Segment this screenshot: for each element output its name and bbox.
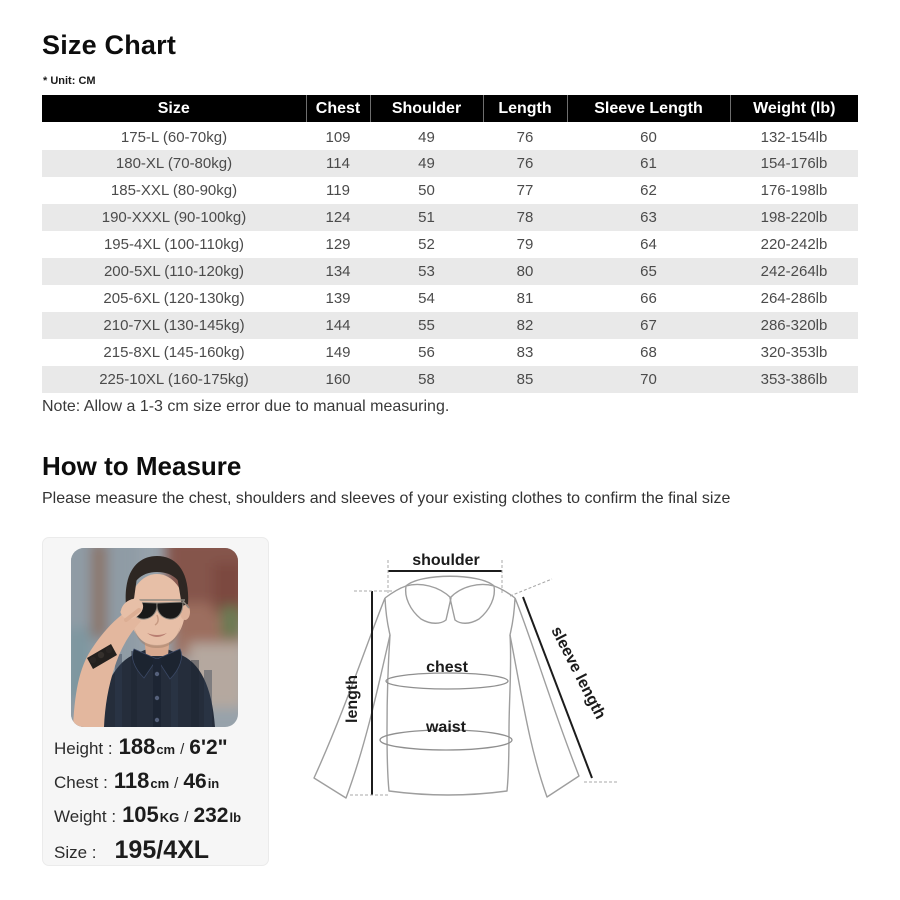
table-cell: 53 <box>418 263 435 280</box>
table-row <box>42 150 858 177</box>
table-cell: 264-286lb <box>760 290 828 307</box>
table-row <box>42 366 858 393</box>
table-cell: 195-4XL (100-110kg) <box>103 236 245 253</box>
table-cell: 129 <box>325 236 351 253</box>
spec-value-metric: 105 <box>122 802 159 827</box>
table-cell: 119 <box>326 182 350 199</box>
shirt-diagram <box>300 535 650 825</box>
table-cell: 114 <box>326 155 350 172</box>
table-header-row <box>42 95 858 123</box>
model-specs <box>54 734 241 865</box>
table-cell: 198-220lb <box>760 209 828 226</box>
table-cell: 132-154lb <box>760 128 828 146</box>
unit-note: * Unit: CM <box>43 75 96 87</box>
spec-label: Chest : <box>54 773 108 792</box>
table-cell: 82 <box>516 317 534 334</box>
table-row <box>42 258 858 285</box>
table-cell: 77 <box>516 182 534 199</box>
table-row <box>42 312 858 339</box>
table-cell: 56 <box>418 344 435 361</box>
spec-separator: / <box>184 809 189 826</box>
table-cell: 50 <box>418 182 435 199</box>
sleeve-tick-top <box>510 579 552 596</box>
shoulder-label: shoulder <box>412 552 480 569</box>
table-row <box>42 123 858 150</box>
table-cell: 49 <box>418 155 435 172</box>
table-cell: 109 <box>325 128 351 146</box>
table-cell: 81 <box>516 290 534 307</box>
table-cell: 353-386lb <box>760 371 828 388</box>
table-cell: 52 <box>418 236 435 253</box>
model-card <box>42 537 269 866</box>
waist-label: waist <box>425 719 467 736</box>
table-cell: 64 <box>640 236 657 253</box>
column-header: Length <box>483 95 567 123</box>
table-cell: 144 <box>325 317 351 334</box>
table-cell: 54 <box>418 290 435 307</box>
spec-unit-imperial: in <box>207 776 220 791</box>
table-cell: 124 <box>325 209 351 226</box>
how-to-measure-description: Please measure the chest, shoulders and sleeves of your existing clothes to confirm the final size <box>42 490 731 507</box>
spec-label: Weight : <box>54 807 117 826</box>
column-header: Size <box>42 95 306 123</box>
spec-value-metric: 195/4XL <box>114 836 210 864</box>
spec-unit-metric: cm <box>150 776 170 791</box>
table-row <box>42 231 858 258</box>
table-cell: 78 <box>516 209 534 226</box>
table-cell: 60 <box>640 128 657 146</box>
table-cell: 180-XL (70-80kg) <box>115 155 233 172</box>
model-photo <box>71 548 238 727</box>
spec-separator: / <box>180 741 185 758</box>
table-cell: 83 <box>516 344 534 361</box>
sleeve-length-label: sleeve length <box>547 623 609 722</box>
table-cell: 149 <box>325 344 351 361</box>
how-to-measure-title: How to Measure <box>42 451 242 481</box>
spec-value-imperial: 46 <box>183 770 207 793</box>
table-cell: 286-320lb <box>760 317 828 334</box>
table-cell: 175-L (60-70kg) <box>120 128 228 146</box>
column-header: Chest <box>306 95 370 123</box>
table-cell: 67 <box>640 317 657 334</box>
table-cell: 200-5XL (110-120kg) <box>103 263 245 280</box>
spec-value-imperial: 232 <box>193 804 229 827</box>
table-cell: 62 <box>640 182 657 199</box>
table-cell: 205-6XL (120-130kg) <box>103 290 245 307</box>
table-cell: 76 <box>516 128 534 146</box>
table-cell: 85 <box>516 371 534 388</box>
table-cell: 320-353lb <box>760 344 828 361</box>
table-cell: 49 <box>418 128 435 146</box>
spec-height <box>54 734 241 760</box>
table-cell: 80 <box>516 263 534 280</box>
size-table <box>42 95 858 393</box>
table-cell: 190-XXXL (90-100kg) <box>101 209 247 226</box>
spec-unit-metric: cm <box>156 742 176 757</box>
table-row <box>42 177 858 204</box>
table-row <box>42 204 858 231</box>
size-error-note: Note: Allow a 1-3 cm size error due to manual measuring. <box>42 398 450 415</box>
table-cell: 79 <box>516 236 534 253</box>
table-cell: 139 <box>325 290 351 307</box>
column-header: Sleeve Length <box>567 95 730 123</box>
model-portrait-image <box>71 548 238 727</box>
table-cell: 63 <box>640 209 657 226</box>
table-row <box>42 285 858 312</box>
length-label: length <box>344 675 361 723</box>
table-cell: 210-7XL (130-145kg) <box>103 317 245 334</box>
table-cell: 76 <box>516 155 534 172</box>
column-header: Weight (lb) <box>730 95 858 123</box>
spec-value-imperial: 6'2" <box>189 736 228 759</box>
spec-weight <box>54 802 241 828</box>
table-cell: 58 <box>418 371 435 388</box>
table-cell: 70 <box>640 371 657 388</box>
table-cell: 61 <box>640 155 657 172</box>
table-cell: 215-8XL (145-160kg) <box>103 344 245 361</box>
table-cell: 154-176lb <box>760 155 828 172</box>
column-header: Shoulder <box>370 95 483 123</box>
spec-value-metric: 118 <box>113 768 150 793</box>
table-cell: 134 <box>325 263 351 280</box>
table-cell: 242-264lb <box>760 263 828 280</box>
spec-chest <box>54 768 241 794</box>
spec-size <box>54 836 241 865</box>
chest-label: chest <box>426 659 468 676</box>
table-cell: 176-198lb <box>760 182 828 199</box>
table-cell: 225-10XL (160-175kg) <box>99 371 249 388</box>
table-cell: 220-242lb <box>760 236 828 253</box>
page-title: Size Chart <box>42 30 177 60</box>
spec-value-metric: 188 <box>118 734 156 759</box>
table-cell: 160 <box>325 371 351 388</box>
spec-unit-imperial: lb <box>229 810 242 825</box>
table-row <box>42 339 858 366</box>
size-table-body <box>42 123 858 393</box>
spec-separator: / <box>174 775 179 792</box>
table-cell: 68 <box>640 344 657 361</box>
spec-unit-metric: KG <box>159 810 180 825</box>
table-cell: 185-XXL (80-90kg) <box>110 182 238 199</box>
table-cell: 65 <box>640 263 657 280</box>
spec-label: Size : <box>54 843 97 862</box>
table-cell: 51 <box>418 209 435 226</box>
table-cell: 66 <box>640 290 657 307</box>
table-cell: 55 <box>418 317 435 334</box>
spec-label: Height : <box>54 739 113 758</box>
